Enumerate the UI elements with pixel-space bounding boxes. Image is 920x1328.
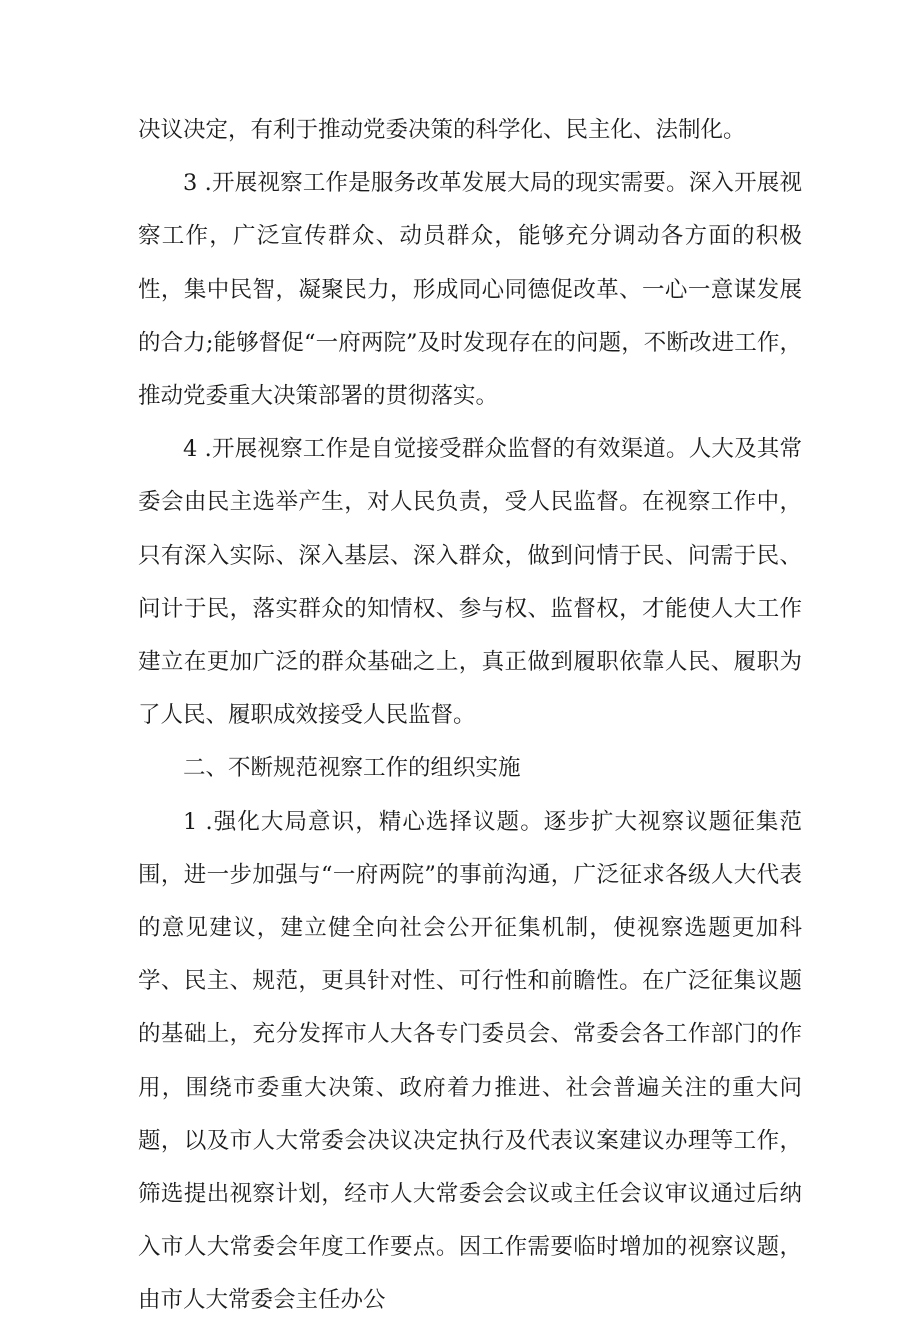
paragraph-point-4: 4 .开展视察工作是自觉接受群众监督的有效渠道。人大及其常委会由民主选举产生，对人民负责，受人民监督。在视察工作中，只有深入实际、深入基层、深入群众，做到问情于民、问需于民、问计于民，落实群众的知情权、参与权、监督权，才能使人大工作建立在更加广泛的群众基础之上，真正做到履职依靠人民、履职为了人民、履职成效接受人民监督。 — [138, 436, 802, 729]
document-body — [138, 104, 802, 1328]
paragraph-point-3: 3 .开展视察工作是服务改革发展大局的现实需要。深入开展视察工作，广泛宣传群众、动员群众，能够充分调动各方面的积极性，集中民智，凝聚民力，形成同心同德促改革、一心一意谋发展的合力;能够督促“一府两院”及时发现存在的问题，不断改进工作，推动党委重大决策部署的贯彻落实。 — [138, 170, 802, 410]
section-heading: 二、不断规范视察工作的组织实施 — [183, 755, 521, 782]
paragraph-continuation: 决议决定，有利于推动党委决策的科学化、民主化、法制化。 — [138, 117, 746, 143]
paragraph-section-point-1: 1 .强化大局意识，精心选择议题。逐步扩大视察议题征集范围，进一步加强与“一府两院”的事前沟通，广泛征求各级人大代表的意见建议，建立健全向社会公开征集机制，使视察选题更加科学、民主、规范，更具针对性、可行性和前瞻性。在广泛征集议题的基础上，充分发挥市人大各专门委员会、常委会各工作部门的作用，围绕市委重大决策、政府着力推进、社会普遍关注的重大问题，以及市人大常委会决议决定执行及代表议案建议办理等工作，筛选提出视察计划，经市人大常委会会议或主任会议审议通过后纳入市人大常委会年度工作要点。因工作需要临时增加的视察议题，由市人大常委会主任办公 — [138, 808, 802, 1314]
